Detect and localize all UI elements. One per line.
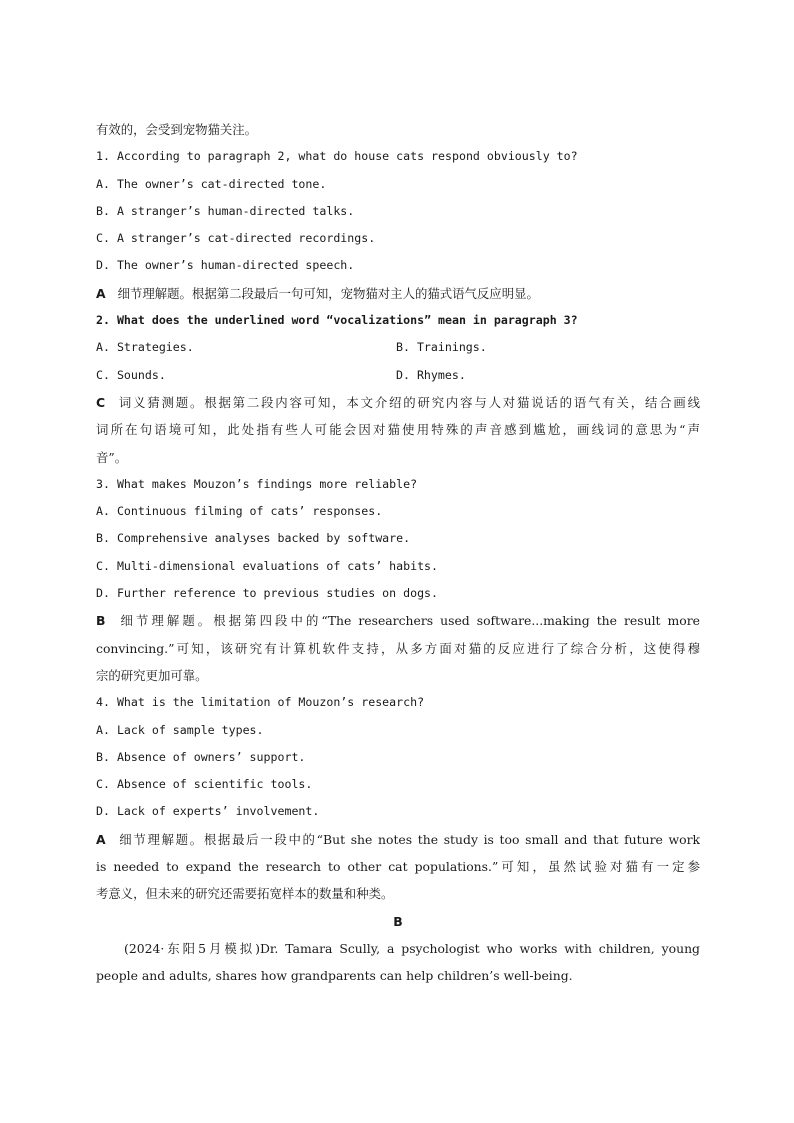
question-2-option-d: D. Rhymes.	[396, 367, 466, 382]
underlined-word: “vocalizations”	[326, 313, 432, 328]
question-2-answer	[96, 389, 700, 416]
stem-prefix: 2. What does the underlined word	[96, 313, 327, 328]
answer-explanation-line-1: 词义猜测题。根据第二段内容可知，本文介绍的研究内容与人对猫说话的语气有关，结合画线	[117, 394, 700, 410]
section-b-line-2: people and adults, shares how grandparents can help children’s well-being.	[96, 968, 573, 984]
question-4-stem: 4. What is the limitation of Mouzon’s research?	[96, 695, 425, 710]
answer-explanation-line-1: 细节理解题。根据最后一段中的“But she notes the study is too small and that future work	[117, 831, 700, 847]
question-1-answer	[96, 280, 700, 307]
question-2-option-a: A. Strategies.	[96, 340, 194, 355]
question-3-stem: 3. What makes Mouzon’s findings more reliable?	[96, 476, 418, 491]
question-2-option-c: C. Sounds.	[96, 367, 166, 382]
question-2-option-b: B. Trainings.	[396, 340, 487, 355]
question-4-option-d: D. Lack of experts’ involvement.	[96, 804, 320, 819]
question-1-stem: 1. According to paragraph 2, what do house cats respond obviously to?	[96, 149, 578, 164]
stem-suffix: mean in paragraph 3?	[431, 313, 578, 328]
question-3-option-b: B. Comprehensive analyses backed by software.	[96, 531, 411, 546]
answer-letter: A	[96, 831, 106, 847]
question-2-options-row-1	[96, 334, 700, 361]
answer-letter: A	[96, 285, 106, 301]
question-4-option-a: A. Lack of sample types.	[96, 722, 264, 737]
answer-letter: C	[96, 394, 106, 410]
question-3-option-c: C. Multi-dimensional evaluations of cats’ habits.	[96, 558, 439, 573]
question-2-options-row-2	[96, 362, 700, 389]
question-3-option-a: A. Continuous filming of cats’ responses.	[96, 504, 383, 519]
question-4-answer	[96, 826, 700, 853]
question-4-option-c: C. Absence of scientific tools.	[96, 777, 313, 792]
question-3-explanation-line-3: 宗的研究更加可靠。	[96, 667, 208, 683]
question-1-option-a: A. The owner’s cat-directed tone.	[96, 176, 327, 191]
question-1-option-d: D. The owner’s human-directed speech.	[96, 258, 355, 273]
question-4-explanation-line-3: 考意义，但未来的研究还需要拓宽样本的数量和种类。	[96, 886, 394, 902]
section-heading: B	[393, 913, 403, 929]
question-3-explanation-line-2: convincing.”可知，该研究有计算机软件支持，从多方面对猫的反应进行了综合分析，这使得穆	[96, 640, 700, 656]
question-2-explanation-line-2: 词所在句语境可知，此处指有些人可能会因对猫使用特殊的声音感到尴尬，画线词的意思为“声	[96, 422, 700, 438]
question-1-option-b: B. A stranger’s human-directed talks.	[96, 203, 355, 218]
answer-explanation-line-1: 细节理解题。根据第四段中的“The researchers used software...making the result more	[117, 613, 700, 629]
question-3-answer	[96, 607, 700, 634]
answer-letter: B	[96, 613, 106, 629]
answer-explanation: 细节理解题。根据第二段最后一句可知，宠物猫对主人的猫式语气反应明显。	[117, 285, 539, 301]
question-4-option-b: B. Absence of owners’ support.	[96, 749, 306, 764]
section-b-line-1: (2024·东阳5月模拟)Dr. Tamara Scully, a psychologist who works with children, young	[124, 940, 700, 956]
intro-tail: 有效的，会受到宠物猫关注。	[96, 122, 258, 137]
question-4-explanation-line-2: is needed to expand the research to other cat populations.”可知，虽然试验对猫有一定参	[96, 859, 700, 875]
question-1-option-c: C. A stranger’s cat-directed recordings.	[96, 231, 376, 246]
question-2-stem	[96, 307, 700, 334]
document-page	[96, 116, 700, 990]
question-3-option-d: D. Further reference to previous studies on dogs.	[96, 586, 439, 601]
question-2-explanation-line-3: 音”。	[96, 449, 128, 465]
